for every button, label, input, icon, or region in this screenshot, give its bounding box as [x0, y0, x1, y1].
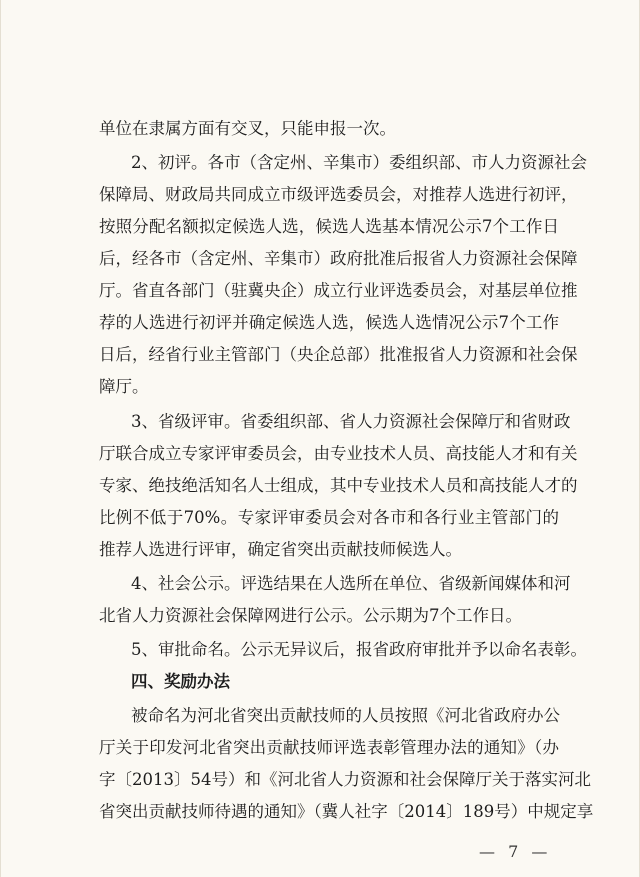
text-line: 4、社会公示。评选结果在人选所在单位、省级新闻媒体和河 — [131, 574, 571, 593]
text-line: 字〔2013〕54号）和《河北省人力资源和社会保障厅关于落实河北 — [99, 770, 591, 789]
text-line: 推荐人选进行评审，确定省突出贡献技师候选人。 — [99, 540, 462, 559]
text-line: 厅关于印发河北省突出贡献技师评选表彰管理办法的通知》（办 — [99, 738, 559, 757]
text-line: 日后，经省行业主管部门（央企总部）批准报省人力资源和社会保 — [99, 345, 578, 364]
page-number: — 7 — — [479, 842, 552, 861]
text-line: 2、初评。各市（含定州、辛集市）委组织部、市人力资源社会 — [131, 153, 587, 172]
text-line: 北省人力资源社会保障网进行公示。公示期为7个工作日。 — [99, 606, 522, 625]
text-line: 3、省级评审。省委组织部、省人力资源社会保障厅和省财政 — [131, 412, 571, 431]
text-line: 比例不低于70%。专家评审委员会对各市和各行业主管部门的 — [99, 508, 559, 527]
text-line: 被命名为河北省突出贡献技师的人员按照《河北省政府办公 — [131, 706, 560, 725]
text-line: 5、审批命名。公示无异议后，报省政府审批并予以命名表彰。 — [131, 640, 587, 659]
text-line: 单位在隶属方面有交叉，只能申报一次。 — [99, 119, 396, 138]
text-line: 按照分配名额拟定候选人选，候选人选基本情况公示7个工作日 — [99, 217, 559, 236]
text-line: 厅。省直各部门（驻冀央企）成立行业评选委员会，对基层单位推 — [99, 281, 578, 300]
text-line: 省突出贡献技师待遇的通知》（冀人社字〔2014〕189号）中规定享 — [99, 802, 594, 821]
text-line: 后，经各市（含定州、辛集市）政府批准后报省人力资源社会保障 — [99, 249, 578, 268]
text-line: 厅联合成立专家评审委员会，由专业技术人员、高技能人才和有关 — [99, 444, 578, 463]
text-line: 障厅。 — [99, 377, 149, 396]
section-heading: 四、奖励办法 — [131, 672, 230, 691]
text-line: 专家、绝技绝活知名人士组成，其中专业技术人员和高技能人才的 — [99, 476, 578, 495]
text-line: 保障局、财政局共同成立市级评选委员会，对推荐人选进行初评， — [99, 185, 578, 204]
text-line: 荐的人选进行初评并确定候选人选，候选人选情况公示7个工作 — [99, 313, 559, 332]
